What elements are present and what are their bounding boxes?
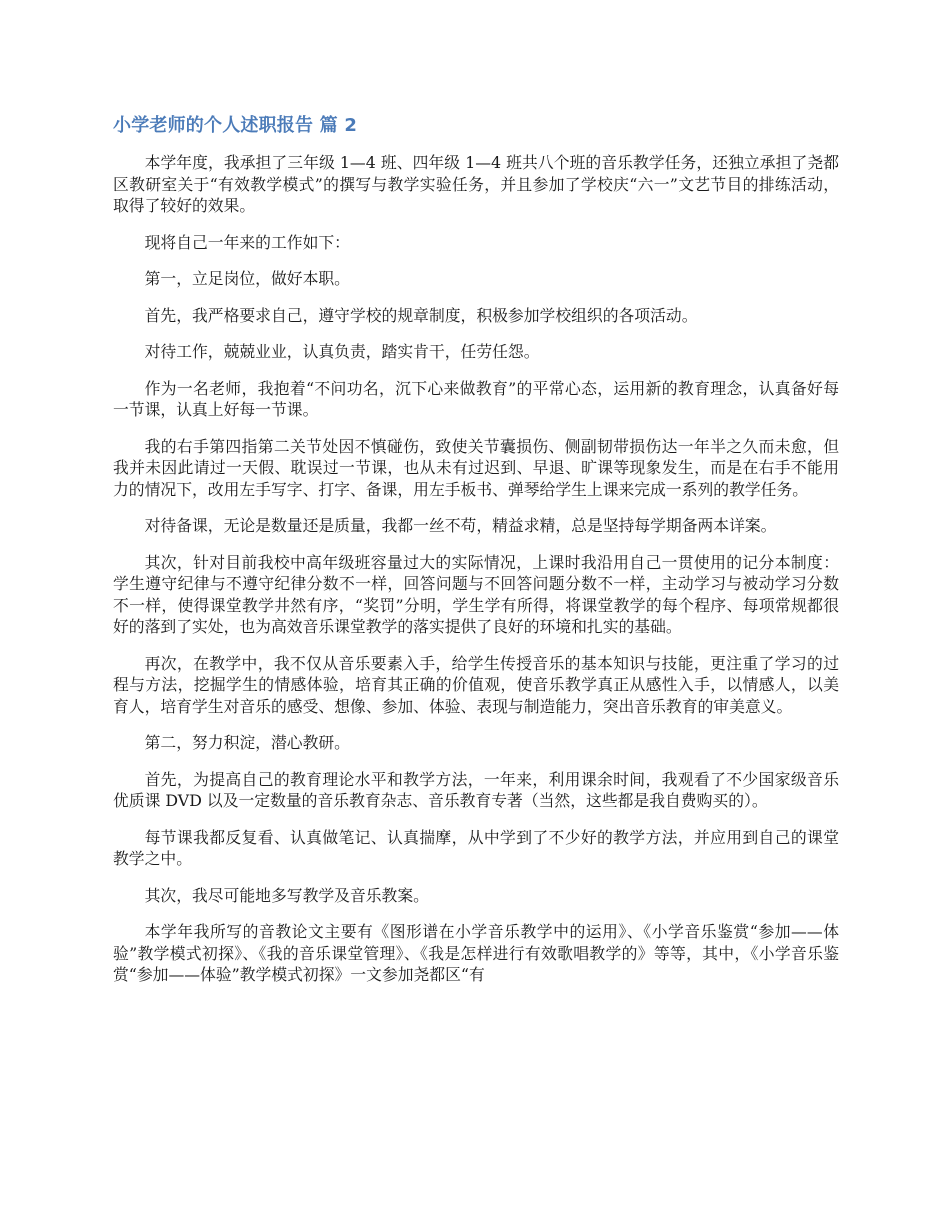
paragraph: 作为一名老师，我抱着“不问功名，沉下心来做教育”的平常心态，运用新的教育理念，认真备好每一节课，认真上好每一节课。	[113, 378, 839, 419]
document-body	[113, 112, 839, 1001]
section-heading-first: 第一，立足岗位，做好本职。	[144, 269, 350, 288]
paragraph: 每节课我都反复看、认真做笔记、认真揣摩，从中学到了不少好的教学方法，并应用到自己的课堂教学之中。	[113, 827, 839, 868]
document-title: 小学老师的个人述职报告 篇 2	[113, 115, 358, 136]
paragraph: 对待备课，无论是数量还是质量，我都一丝不苟，精益求精，总是坚持每学期备两本详案。	[144, 516, 777, 535]
paragraph: 再次，在教学中，我不仅从音乐要素入手，给学生传授音乐的基本知识与技能，更注重了学习的过程与方法，挖掘学生的情感体验，培育其正确的价值观，使音乐教学真正从感性入手，以情感人，以美育人，培育学生对音乐的感受、想像、参加、体验、表现与制造能力，突出音乐教育的审美意义。	[113, 653, 839, 716]
paragraph: 我的右手第四指第二关节处因不慎碰伤，致使关节囊损伤、侧副韧带损伤达一年半之久而未愈，但我并未因此请过一天假、耽误过一节课，也从未有过迟到、早退、旷课等现象发生，而是在右手不能用力的情况下，改用左手写字、打字、备课，用左手板书、弹琴给学生上课来完成一系列的教学任务。	[113, 436, 839, 499]
paragraph: 其次，针对目前我校中高年级班容量过大的实际情况，上课时我沿用自己一贯使用的记分本制度：学生遵守纪律与不遵守纪律分数不一样，回答问题与不回答问题分数不一样，主动学习与被动学习分数不一样，使得课堂教学井然有序，“奖罚”分明，学生学有所得，将课堂教学的每个程序、每项常规都很好的落到了实处，也为高效音乐课堂教学的落实提供了良好的环境和扎实的基础。	[113, 552, 839, 636]
paragraph: 其次，我尽可能地多写教学及音乐教案。	[144, 885, 429, 905]
paragraph-intro: 本学年度，我承担了三年级 1—4 班、四年级 1—4 班共八个班的音乐教学任务，还独立承担了尧都区教研室关于“有效教学模式”的撰写与教学实验任务，并且参加了学校庆“六一”文艺节目的排练活动，取得了较好的效果。	[113, 153, 839, 215]
paragraph: 本学年我所写的音教论文主要有《图形谱在小学音乐教学中的运用》、《小学音乐鉴赏“参加——体验”教学模式初探》、《我的音乐课堂管理》、《我是怎样进行有效歌唱教学的》等等，其中，《小学音乐鉴赏“参加——体验”教学模式初探》一文参加尧都区“有	[113, 922, 839, 984]
paragraph-summary-lead: 现将自己一年来的工作如下：	[144, 232, 350, 252]
paragraph: 首先，为提高自己的教育理论水平和教学方法，一年来，利用课余时间，我观看了不少国家级音乐优质课 DVD 以及一定数量的音乐教育杂志、音乐教育专著（当然，这些都是我自费购买的）。	[113, 769, 839, 810]
section-heading-second: 第二，努力积淀，潜心教研。	[144, 733, 350, 752]
paragraph: 首先，我严格要求自己，遵守学校的规章制度，积极参加学校组织的各项活动。	[144, 305, 698, 325]
paragraph: 对待工作，兢兢业业，认真负责，踏实肯干，任劳任怨。	[144, 342, 540, 361]
